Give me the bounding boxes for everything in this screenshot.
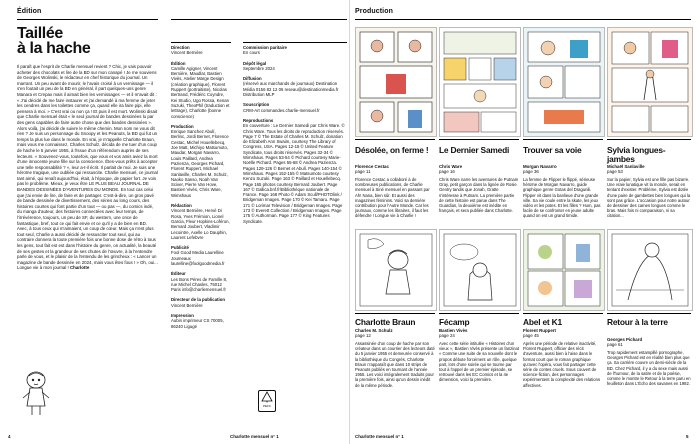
masthead-block: Production Enrique Sanchez Abulí, Berlinc, Jordi Bernet, Florence Cestac, Michel Houellebecq, Joe Matt, Michiyo Matsumoto, Maudar, Morgan Navarro, Louis Paillard, Andrea Pazienza, Georges Pichard, Florent Ruppert, Michael Sanlaville, Charles M. Schulz, Naoko Sanso, Noah Van Sciver, Pierre Van Hove, Bastien Vivès, Chris Ware, Wimshaus bbox=[171, 123, 229, 198]
masthead-block: Directeur de la publication Vincent Bernière bbox=[171, 297, 225, 308]
item-rule bbox=[439, 139, 519, 140]
page-number: 5 bbox=[686, 434, 689, 439]
item-rule bbox=[355, 139, 435, 140]
section-title-production: Production bbox=[355, 8, 393, 15]
pefc-logo: PEFC bbox=[258, 390, 276, 412]
item-meta: Chris Ware page 16 bbox=[439, 164, 463, 175]
masthead-block: Direction Vincent Bernière bbox=[171, 45, 203, 56]
item-meta: Florent Ruppert page 45 bbox=[523, 328, 556, 339]
item-rule bbox=[523, 139, 603, 140]
page-number: 4 bbox=[8, 434, 11, 439]
comic-thumbnail-abel-k1 bbox=[523, 229, 605, 311]
item-description: Sur la papier, Sylvia est une fille pas bizarre. Une vraie lunatique vit la monde, serait en tentant d'exister. Problème, Sylvia est dotée d'une paire de gambettes bien longues qui la sont pas grâce. L'occasion pour notre autour de dessiner des cames longues comme le bras. Mais fois ni comparaison, ni sa citation... bbox=[607, 177, 691, 219]
item-title: Retour à la terre bbox=[607, 317, 668, 327]
comic-thumbnail-sylvia bbox=[607, 27, 693, 137]
item-title: Sylvia longues-jambes bbox=[607, 145, 666, 164]
item-rule bbox=[523, 313, 603, 314]
magazine-issue-footer: Charlotte mensuel n° 1 bbox=[230, 434, 279, 439]
masthead-block: Reproductions En couverture : Le Dernier Samedi par Chris Ware. © Chris Ware. Tous les droits de reproduction réservés. Page 7 © The Estate of Charles M. Schulz, donation de Elizabeth Ann Swaim, courtesy The Library of Congress, USA. Pages 12-15 © United Feature Syndicate, tous droits réservés. Pages 32-34 © Wimshaus. Pages 53-54 © Pichard courtesy Marie-Noëlle Pichard. Pages 55-68 © Andrea Pazienza. Pages 129-126 © Bernet et Abulí. Pages 140-154 © Wimshaus. Pages 152-155 © Matsumoto courtesy Kenzo Suzuki. Page 163 © Paillard et Houellebecq. Page 165 photos courtesy Bernard Joubert. Page 167 © Gallica.bnf.fr/Bibliothèque nationale de France. Page 168 Photo © Adam Scull/PHOTOlink / Bridgeman Images. Page 170 © Kei Tamaru. Page 171 © Lorimar Television / Bridgeman Images. Page 173 © Everett Collection / Bridgeman Images. Page 175 © Authorman. Page 177 © King Features Syndicate. bbox=[243, 117, 345, 224]
column-rule bbox=[243, 42, 347, 43]
item-title: Trouver sa voie bbox=[523, 145, 582, 155]
masthead-block: Souscription CRM-Art commandes.charlie-mensuel.fr bbox=[243, 102, 320, 113]
item-description: Florence Cestac a collaboré à de nombreuses publications, de Charlie mensuel à Siné mensuel en passant par Ah! Nana, bien sûr. Et aussi des magazines féminins. Voici sa dernière contribution pour l'Autre Monde. Car les journaux, comme les libraires, il faut les défendre ! Longue vie à Charlie ! bbox=[355, 177, 430, 219]
item-title: Charlotte Braun bbox=[355, 317, 416, 327]
item-meta: Florence Cestac page 11 bbox=[355, 164, 389, 175]
masthead-column-1 bbox=[171, 45, 231, 334]
section-title-edition: Édition bbox=[17, 8, 42, 15]
masthead-block: Rédaction Vincent Bernière, Hervé Di Rosa, Yves Frémion, Lionel Garcia, Fleur Hopkins-Loféron, Bernard Joubert, Vladimir Lecointre, Axelle Lo Dauphin, Laurent Lefebvre bbox=[171, 203, 230, 240]
item-meta: Bastien Vivès page 24 bbox=[439, 328, 468, 339]
item-meta: Morgan Navarro page 36 bbox=[523, 164, 557, 175]
item-rule bbox=[355, 313, 435, 314]
masthead-column-2 bbox=[243, 45, 345, 229]
item-description: La femme de Flipper le flippé, sérieuse héroïne de Morgan Navarro, guide graphique genre Gotas del Dragunili. Flipper vit dans la banlieue d'une grande ville. Sa vie coule entre la skate, les jeux vidéo et les potes. Et les filles ? Hum, pas facile de se confronter en jeune adulte quand on est un grand timide. bbox=[523, 177, 601, 219]
item-title: Le Dernier Samedi bbox=[439, 145, 510, 155]
item-rule bbox=[439, 313, 519, 314]
comic-thumbnail-desolee bbox=[355, 27, 437, 137]
right-page bbox=[350, 0, 699, 444]
item-description: Après une période de relative inactivité, Florent Ruppert, officier des récit d'aventure, aussi bien à l'aise dans le format court que le roman graphique qu'avec l'opéra, vous fait partager cette série de contes cruels. Sous couvert de science-fiction, des personnages expérimentent la complexité des relations affectives. bbox=[523, 341, 601, 388]
item-rule bbox=[607, 313, 691, 314]
section-rule bbox=[171, 19, 347, 20]
editorial-body: Il paraît que l'esprit de Charlie mensuel revient ? Chic, je vais pouvoir acheter des chocolats et lire de la BD sur mon canapé ! Je me souviens de Georges Wolinski, le rédacteur en chef historique du journal. Un marrant. Un peu avant de mourir, le l'avais croisé à un vernissage — il s'en foutait un peu de la BD en général, il part quelques-uns genre Manara et Crepax mais il aimait bien les vernissages — et il m'avait dit : « J'ai décidé de me faire instaurer et j'ai demandé à ma femme de jeter les cendres dans les toilettes comme ça, quand elle ira faire pipi, elle pensera à moi. » C'est vrai ou non ça ! Et puis il est mort. Wolinski disait que Charlie mensuel était « le seul journal de bandes dessinées lu par des gens capables de faire autre chose que des bandes dessinées ». Alors voilà, j'ai décidé de suivre le même chemin. Mon nom ne vous dit rien ? Je suis un personnage du Snoopy et les Peanuts, la BD qui fut un temps la plus lue dans le monde. En vrai, je m'appelle Charlotte Braun, mais vous me connaissez. Charles Schulz, décida de me tuer d'un coup de hache le 5 janvier 1955, à l'issue d'un référendum auprès de ses lecteurs. « Souvenez-vous, toutefois, que vous et vos amis aviez la mort d'une innocente jeune fille sur la conscience. Êtes-vous prêts à accepter une telle responsabilité ? », leur a-t-il écrit. Il parlait de moi. Je suis une héroïne tragique, une oubliée qui ressuscite. Charlie mensuel, ce journal tant aimé, qui renaît aujourd'hui, était, à l'époque, de papier fort. Je vois pas le problème. Mieux, je veux être LE PLUS BEAU JOURNAL DE BANDES DESSINÉES D'AVENTURES DU MONDE. En tout cas celui que j'ai envie de lire, de faire et de partager. C'est-à-dire, un gros pavé de bande dessinée de divertissement, des séries au long cours, des histoires courtes qui font partie d'un tout — ou pas —, du comics indé, du manga d'auteur, des histoires connectées avec leur temps, de l'irrévérence, toujours, un peu de SF, du western, une once de fantastique, bref, tout ce qui fait envie et ce qu'il y a de bien en BD. Avec, à tous ceux qui m'aimaient, un coup de cœur. Mais ça n'est plus tout seul, Charlie a aussi décidé de ressusciter tout seul, qui au contraire donnera la toute première fois une bonne dose de rétro à tous les gens, tout fait est est dans l'histoire du genre, on actualité, la beauté de ses gestes et la grandeur de ses chutes de l'œuvre, à la l'entendre parle de vous, et le plaisir de la l'entendu de les grincheux : « Lancer un magazine de bande dessinée en 2024, mais vous êtes fous ! » Oh, oui... Longue vie à mon journal ! Charlotte bbox=[17, 64, 158, 271]
charlotte-sketch-illustration bbox=[18, 368, 54, 418]
magazine-issue-footer: Charlotte mensuel n° 1 bbox=[355, 434, 404, 439]
item-description: Assassinée d'un coup de hache par son créateur dans un courrier des lecteurs daté du 5 janvier 1955 et demeurée conservé à la bibliothèque du Congrès, Charlotte Braun n'apparaît que dans 10 strips de Peanuts publiés en tournant de l'année 1955. Les voici intégralement traduits pour la première fois, ainsi qu'un dessin inédit de la même période. bbox=[355, 341, 435, 388]
item-description: Chris Ware narre les aventures de Putnam Gray, petit garçon dans la lignée de Rosie Gentry tandis que Jonah, Gratte s'intéresse à Putnam. La première partie de cette histoire est parue dans The Guardian, la deuxième est inédite en français, et sera publiée dans Charlotte. bbox=[439, 177, 519, 214]
left-page bbox=[0, 0, 349, 444]
item-meta: Georges Pichard page 61 bbox=[607, 337, 643, 348]
item-title: Abel et K1 bbox=[523, 317, 562, 327]
column-rule bbox=[171, 42, 231, 43]
item-title: Fécamp bbox=[439, 317, 470, 327]
masthead-block: Impression Aubin imprimeur CS 70005, 86240 Ligugé bbox=[171, 313, 224, 329]
item-description: Avec cette série intitulée « Histoires d'un vieux », Bastien Vivès présente un fanzinat « Comme une suite de sa nouvelle dont le propos débute forcément un rôle, quelque part, lors d'une soirée qui se tourne par tout à l'appel de un premier épisode, se retrouvé dans les EC Comics et la 4e dimension, voici la première. bbox=[439, 341, 520, 383]
section-rule bbox=[17, 19, 158, 20]
item-rule bbox=[607, 139, 691, 140]
masthead-block: Dépôt légal Septembre 2024 bbox=[243, 60, 275, 71]
item-meta: Charles M. Schulz page 12 bbox=[355, 328, 393, 339]
editorial-title: Taillée à la hache bbox=[17, 25, 91, 57]
masthead-block: Éditeur Les Bons Pères de Famille 8, rue Michel Chasles, 75012 Paris info@charliemensuel.fr bbox=[171, 271, 228, 293]
editorial-signature: Charlotte bbox=[69, 265, 90, 271]
item-meta: Michaël Sanlaville page 53 bbox=[607, 164, 645, 175]
tree-icon bbox=[259, 391, 275, 403]
comic-thumbnail-fecamp bbox=[439, 229, 521, 311]
item-description: Trop rapidement estampillé pornographe, Georges Pichard est en réalité bien plus que ça. Sa carrière couvre un demi-siècle de la BD. Chez Pichard, il y a du sexe mais aussi de l'humour, de la satire et de la poésie, comme le montre le Retour à la terre paru en feuilleton dans L'Écho des savanes en 1982. bbox=[607, 350, 691, 387]
comic-thumbnail-retour-terre bbox=[607, 229, 693, 311]
masthead-block: Diffusion (réservé aux marchands de journaux) Destination Média 0156 82 12 06 reseau@destinationmedia.fr Distribution MLP bbox=[243, 76, 339, 98]
comic-thumbnail-charlotte-braun bbox=[355, 229, 437, 311]
section-rule bbox=[355, 19, 691, 20]
comic-thumbnail-dernier-samedi bbox=[439, 27, 521, 137]
comic-thumbnail-trouver-sa-voie bbox=[523, 27, 605, 137]
masthead-block: Publicité Fool Good Media Laurelline Joumeaux laurelline@foolgoodmedia.fr bbox=[171, 245, 225, 266]
item-title: Désolée, on ferme ! bbox=[355, 145, 429, 155]
masthead-block: Édition Camille Agigner, Vincent Bernière, Maudlar, Bastien Vivès, Atelier Marge Design (création graphique), Florent Ruppert (portraitiste), Nicolas Bertrand, Frédéric Coyndre, Kei Studio, Ugo Rossa, Kenan Suzuki, TheoPhil (traduction et lettrage), Charlotte (bonne conscience) bbox=[171, 60, 230, 119]
masthead-block: Commission paritaire En cours bbox=[243, 45, 287, 56]
